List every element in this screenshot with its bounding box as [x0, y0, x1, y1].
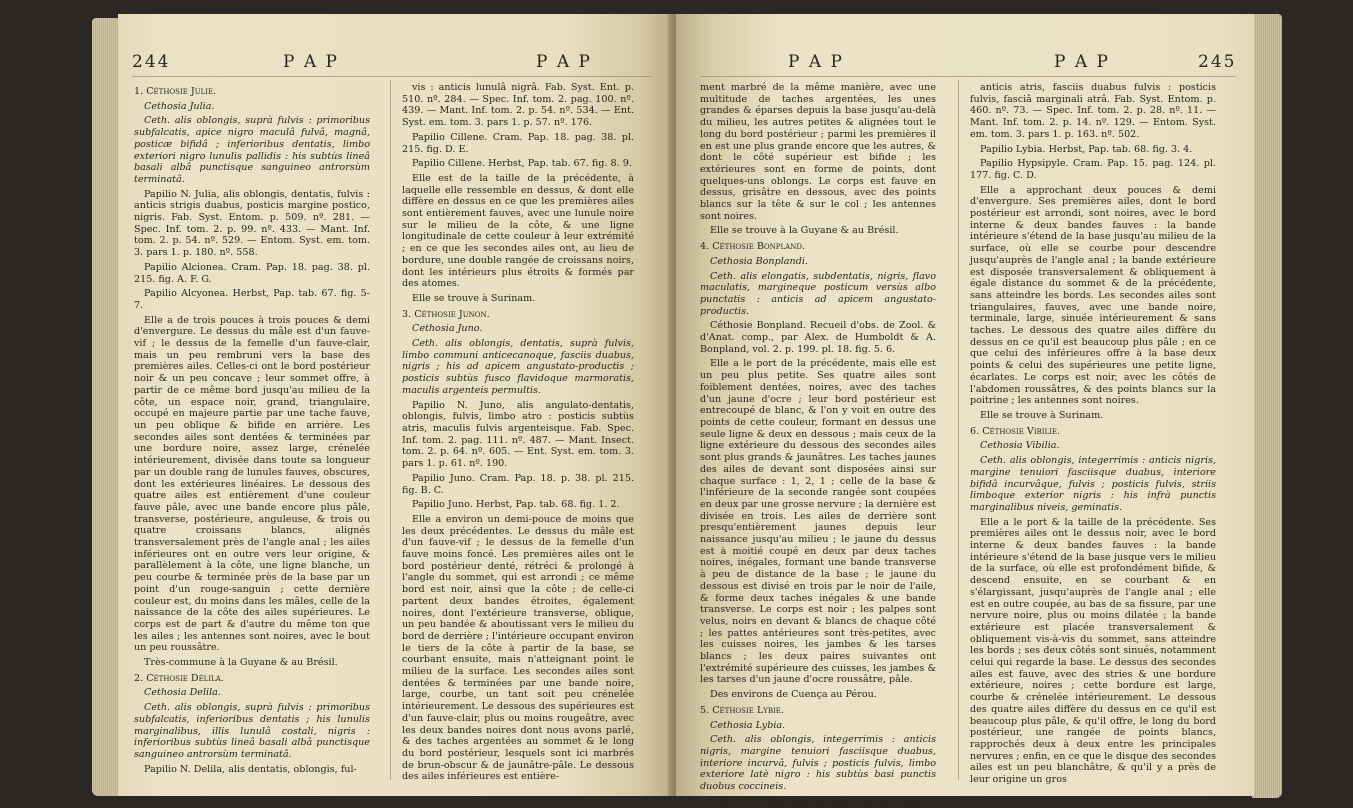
running-head: P A P [788, 52, 844, 72]
description-paragraph: Elle a de trois pouces à trois pouces & demi d'envergure. Le dessus du mâle est d'un fauve-vif ; le dessus de la femelle d'un fauve-clair, mais un peu rembruni vers la base des premières ailes. Celles-ci ont le bord postérieur noir & un peu concave ; leur sommet offre, à partir de ce même bord jusqu'au milieu de la côte, un espace noir, grand, triangulaire, occupé en majeure partie par une tache fauve, un peu oblique & bifide en arrière. Les secondes ailes sont dentées & terminées par une bordure noire, assez large, crénelée intérieurement, divisée dans toute sa longueur par un double rang de lunules fauves, obscures, dont les extérieures linéaires. Le dessous des quatre ailes est entièrement d'une couleur fauve pâle, avec une bande encore plus pâle, transverse, postérieure, anguleuse, & trois ou quatre croissans blancs, alignés transversalement près de l'angle anal ; les ailes inférieures ont en outre vers leur origine, & parallèlement à la côte, une ligne blanche, un peu courbe & terminée près de la base par un point d'un rouge-sanguin ; cette dernière couleur est, du moins dans les mâles, celle de la naissance de la côte des ailes supérieures. Le corps est de part & d'autre du même ton que les ailes ; les antennes sont noires, avec le bout un peu roussâtre. [134, 314, 370, 654]
text-column-2 [970, 82, 1216, 789]
bibliographic-reference: Papilio N. Delila, alis dentatis, oblongis, ful- [144, 763, 357, 775]
page-number: 244 [132, 52, 171, 72]
header-rule [700, 76, 1236, 77]
bibliographic-reference: Céthosie Bonpland. Recueil d'obs. de Zool. & d'Anat. comp., par Alex. de Humboldt & A. Bonpland, vol. 2. p. 199. pl. 18. fig. 5. 6. [700, 320, 936, 355]
description-paragraph: Elle se trouve à la Guyane & au Brésil. [710, 225, 899, 237]
bibliographic-reference: Papilio H. Lybia, alis oblongis, integerrimis : [710, 795, 927, 807]
description-paragraph: Elle se trouve à Surinam. [412, 292, 536, 304]
column-divider [958, 80, 959, 780]
running-head: P A P [536, 52, 592, 72]
text-column-2 [402, 82, 634, 786]
bibliographic-reference: Papilio Cillene. Herbst, Pap. tab. 67. fig. 8. 9. [412, 158, 632, 170]
description-paragraph: Elle a approchant deux pouces & demi d'envergure. Ses premières ailes, dont le bord postérieur est arrondi, sont noires, avec le bord interne & deux bandes fauves : la bande intérieure s'étend de la base jusqu'au milieu de la surface, où elle se courbe pour descendre jusqu'auprès de l'angle anal ; la bande extérieure est disposée transversalement & obliquement à égale distance du sommet & de la précédente, sans atteindre les bords. Les secondes ailes sont triangulaires, fauves, avec une bande noire, terminale, large, sinuée intérieurement & sans taches. Le dessous des quatre ailes diffère du dessus en ce qu'il est beaucoup plus pâle ; en ce que celui des inférieures offre à la base deux points & celui des supérieures une petite ligne, écarlates. Le corps est noir, avec les côtés de l'abdomen roussâtres, & des points blancs sur la poitrine ; les antennes sont noires. [970, 184, 1216, 407]
bibliographic-reference: Papilio Alcionea. Cram. Pap. 18. pag. 38. pl. 215. fig. A. F. G. [134, 261, 370, 285]
latin-name: Cethosia Lybia. [710, 719, 786, 731]
bibliographic-reference: Papilio Juno. Cram. Pap. 18. p. 38. pl. 215. fig. B. C. [402, 472, 634, 496]
description-paragraph: Elle a environ un demi-pouce de moins que les deux précédentes. Le dessus du mâle est d'un fauve-vif ; le dessus de la femelle d'un fauve moins foncé. Les premières ailes ont le bord postérieur denté, rétréci & prolongé à l'angle du sommet, qui est arrondi ; ce même bord est noir, ainsi que la côte ; de celle-ci partent deux bandes étroites, également noires, dont l'extérieure transverse, oblique, un peu bandée & aboutissant vers le milieu du bord de derrière ; l'intérieure occupant environ le tiers de la côte à partir de la base, se courbant ensuite, mais n'atteignant point le milieu de la surface. Les secondes ailes sont dentées & terminées par une bande noire, large, courbe, un tant soit peu crénelée intérieurement. Le dessous des supérieures est d'un fauve-clair, plus ou moins rougeâtre, avec les deux bandes noires dont nous avons parlé, & des taches argentées au sommet & le long du bord postérieur, lesquels sont ici marbrés de brun-obscur & de jaunâtre-pâle. Le dessous des ailes inférieures est entière- [402, 513, 634, 783]
bibliographic-reference: Papilio N. Juno, alis angulato-dentatis, oblongis, fulvis, limbo atro : posticis subtùs atris, maculis fulvis argenteisque. Fab. Spec. Inf. tom. 2. pag. 111. nº. 487. — Mant. Insect. tom. 2. p. 64. nº. 605. — Ent. Syst. em. tom. 3. pars 1. p. 61. nº. 190. [402, 399, 634, 470]
text-column-1 [134, 82, 370, 778]
description-paragraph: Elle se trouve à Surinam. [980, 409, 1104, 421]
latin-diagnosis: Ceth. alis elongatis, subdentatis, nigris, flavo maculatis, margineque posticum versùs albo punctatis : anticis ad apicem angustato-productis. [700, 270, 936, 317]
bibliographic-reference: Papilio N. Julia, alis oblongis, dentatis, fulvis : anticis strigis duabus, posticis margine postico, nigris. Fab. Syst. Entom. p. 509. nº. 281. — Spec. Inf. tom. 2. p. 99. nº. 433. — Mant. Inf. tom. 2. p. 54. nº. 529. — Entom. Syst. em. tom. 3. pars 1. p. 180. nº. 558. [134, 188, 370, 259]
description-paragraph: Elle a le port de la précédente, mais elle est un peu plus petite. Ses quatre ailes sont foiblement dentées, noires, avec des taches d'un jaune d'ocre ; leur bord postérieur est entrecoupé de blanc, & l'on y voit en outre des points de cette couleur, formant en dessus une seule ligne & deux en dessous ; mais ceux de la ligne extérieure du dessous des secondes ailes sont plus grands & jaunâtres. Les taches jaunes des ailes de devant sont disposées ainsi sur chaque surface : 1, 2, 1 ; celle de la base & l'inférieure de la seconde rangée sont coupées en deux par une grosse nervure ; la dernière est divisée en trois. Les ailes de derrière sont presqu'entièrement jaunes depuis leur naissance jusqu'au milieu ; le jaune du dessus est à moitié coupé en deux par deux taches noires, inégales, formant une bande transverse à peu de distance de la base ; le jaune du dessous est divisé en trois par le noir de l'aile, & forme deux taches inégales & une bande transverse. Le corps est noir ; les palpes sont velus, noirs en devant & blancs de chaque côté ; les pattes antérieures sont très-petites, avec les cuisses noires, les jambes & les tarses blancs ; les deux paires suivantes ont l'extrémité supérieure des cuisses, les jambes & les tarses d'un jaune d'ocre roussâtre, pâle. [700, 358, 936, 686]
right-page [676, 14, 1254, 807]
species-heading: 6. Céthosie Vibilie. [970, 425, 1061, 437]
description-paragraph: Elle est de la taille de la précédente, à laquelle elle ressemble en dessus, & dont elle diffère en dessus en ce que les premières ailes sont entièrement fauves, avec une lunule noire sur le milieu de la côte, & une ligne longitudinale de cette couleur à leur extrémité ; en ce que les secondes ailes ont, au lieu de bordure, une double rangée de croissans noirs, dont les intérieurs plus étroits & formés par des atomes. [402, 172, 634, 290]
page-number: 245 [1198, 52, 1237, 72]
species-heading: 3. Céthosie Junon. [402, 308, 490, 320]
bibliographic-reference: Papilio Cillene. Cram. Pap. 18. pag. 38. pl. 215. fig. D. E. [402, 131, 634, 155]
description-paragraph: Très-commune à la Guyane & au Brésil. [144, 657, 338, 669]
bibliographic-reference: Papilio Hypsipyle. Cram. Pap. 15. pag. 124. pl. 177. fig. C. D. [970, 158, 1216, 181]
species-heading: 1. Céthosie Julie. [134, 86, 217, 97]
species-heading: 2. Céthosie Délila. [134, 672, 224, 684]
latin-diagnosis: Ceth. alis oblongis, integerrimis : anticis nigris, margine tenuiori fasciisque duabus, interiore bifidâ incurvâque, fulvis ; posticis fulvis, striis limboque exterior nigris : his infrà punctis marginalibus niveis, geminatis. [970, 455, 1216, 513]
latin-name: Cethosia Juno. [412, 323, 483, 335]
left-page-header [118, 52, 674, 74]
bibliographic-reference: anticis atris, fasciis duabus fulvis : posticis fulvis, fasciâ marginali atrâ. Fab. Syst. Entom. p. 460. nº. 73. — Spec. Inf. tom. 2. p. 28. nº. 11. — Mant. Inf. tom. 2. p. 14. nº. 129. — Entom. Syst. em. tom. 3. pars 1. p. 163. nº. 502. [970, 82, 1216, 140]
left-page [118, 14, 674, 796]
latin-name: Cethosia Delila. [144, 687, 221, 699]
latin-diagnosis: Ceth. alis oblongis, integerrimis : anticis nigris, margine tenuiori fasciisque duabus, interiore incurvâ, fulvis ; posticis fulvis, limbo exteriore latè nigro : his subtùs basi punctis duobus coccineis. [700, 734, 936, 793]
species-heading: 4. Céthosie Bonpland. [700, 241, 805, 253]
description-paragraph: Elle a le port & la taille de la précédente. Ses premières ailes ont le dessus noir, avec le bord interne & deux bandes fauves : la bande intérieure s'étend de la base jusque vers le milieu de la surface, où elle est profondément bifide, & descend ensuite, en se courbant & en s'élargissant, jusqu'auprès de l'angle anal ; elle est en outre coupée, au bas de sa fissure, par une nervure noire, plus ou moins dilatée ; la bande extérieure est placée transversalement & obliquement vis-à-vis du sommet, sans atteindre les bords ; ses deux côtés sont sinués, notamment celui qui regarde la base. Le dessus des secondes ailes est fauve, avec des stries & une bordure extérieure, noires ; cette bordure est large, courbe & crénelée intérieurement. Le dessous des quatre ailes diffère du dessus en ce qu'il est beaucoup plus pâle, & qu'il offre, le long du bord postérieur, une rangée de points blancs, rapprochés deux à deux entre les principales nervures ; enfin, en ce que le disque des secondes ailes est un peu blanchâtre, & qu'il y a près de leur origine un gros [970, 516, 1216, 786]
description-paragraph: Des environs de Cuença au Pérou. [710, 689, 877, 701]
running-head: P A P [1054, 52, 1110, 72]
bibliographic-reference: Papilio Lybia. Herbst, Pap. tab. 68. fig. 3. 4. [980, 143, 1193, 155]
latin-name: Cethosia Bonplandi. [710, 255, 808, 267]
bibliographic-reference: vis : anticis lunulâ nigrâ. Fab. Syst. Ent. p. 510. nº. 284. — Spec. Inf. tom. 2. pag. 100. nº. 439. — Mant. Inf. tom. 2. p. 54. nº. 534. — Ent. Syst. em. tom. 3. pars 1. p. 57. nº. 176. [402, 82, 634, 129]
running-head: P A P [283, 52, 339, 72]
text-column-1 [700, 82, 936, 808]
header-rule [132, 76, 652, 77]
right-page-edges [1252, 14, 1282, 798]
latin-diagnosis: Ceth. alis oblongis, suprà fulvis : primoribus subfalcatis, apice nigro maculâ fulvâ, magnâ, posticæ bifidâ ; inferioribus dentatis, limbo exteriori nigro lunulis pallidis : his subtùs lineâ basali albâ punctisque sanguineo antrorsùm terminatâ. [134, 115, 370, 185]
description-paragraph: ment marbré de la même manière, avec une multitude de taches argentées, les unes grandes & éparses depuis la base jusqu'au-delà du milieu, les autres petites & alignées tout le long du bord postérieur ; parmi les premières il en est une plus grande encore que les autres, & dont le côté supérieur est bifide ; les extérieures sont en forme de points, dont quelques-uns oblongs. Le corps est fauve en dessus, grisâtre en dessous, avec des points blancs sur la tête & sur le col ; les antennes sont noires. [700, 82, 936, 222]
right-page-header [676, 52, 1254, 74]
latin-name: Cethosia Vibilia. [980, 440, 1060, 452]
bibliographic-reference: Papilio Alcyonea. Herbst, Pap. tab. 67. fig. 5-7. [134, 288, 370, 311]
column-divider [390, 80, 391, 780]
latin-diagnosis: Ceth. alis oblongis, suprà fulvis : primoribus subfalcatis, inferioribus dentatis ; his lunulis marginalibus, illis lunulâ costali, nigris : inferioribus subtùs lineâ basali albâ punctisque sanguineo antrorsùm terminatâ. [134, 702, 370, 760]
species-heading: 5. Céthosie Lybie. [700, 704, 784, 716]
bibliographic-reference: Papilio Juno. Herbst, Pap. tab. 68. fig. 1. 2. [412, 499, 620, 511]
left-page-edges [92, 18, 120, 796]
latin-name: Cethosia Julia. [144, 100, 215, 112]
latin-diagnosis: Ceth. alis oblongis, dentatis, suprà fulvis, limbo communi anticecanoque, fasciis duabus, nigris ; his ad apicem angustato-productis ; posticis subtùs fusco flavidoque marmoratis, maculis argenteis permultis. [402, 338, 634, 396]
